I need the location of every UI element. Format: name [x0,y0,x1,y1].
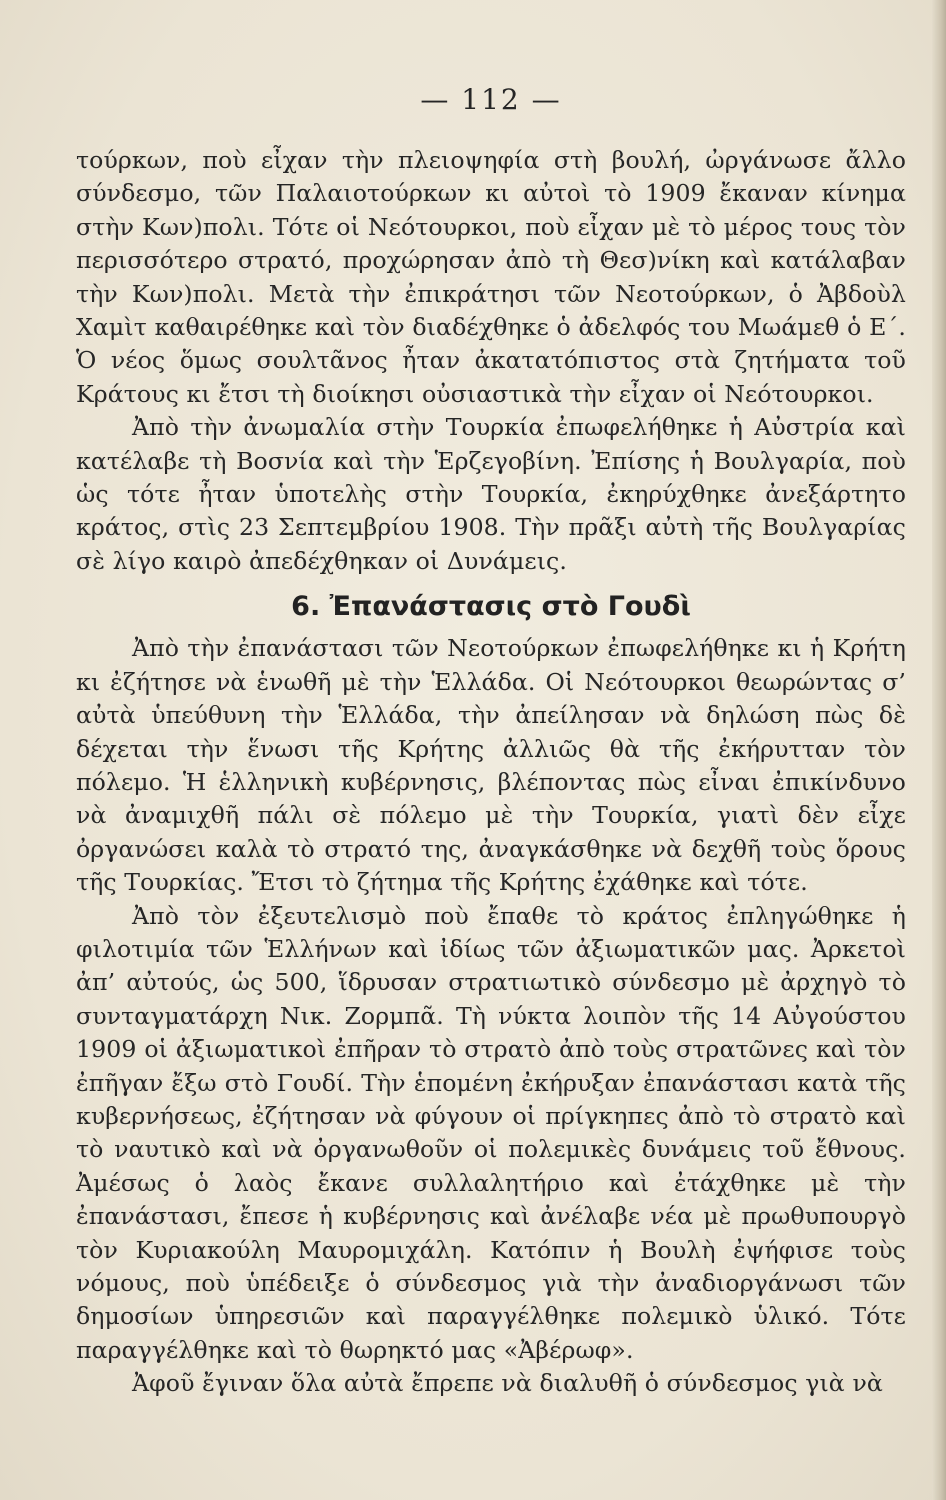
page-number: — 112 — [420,83,562,116]
paragraph-dissolution: Ἀφοῦ ἔγιναν ὅλα αὐτὰ ἔπρεπε νὰ διαλυθῆ ὁ σύνδεσμος γιὰ νὰ [132,1369,883,1398]
page-edge [932,0,946,1500]
page-content [76,82,906,1401]
paragraph-continuation: τούρκων, ποὺ εἶχαν τὴν πλειοψηφία στὴ βουλή, ὠργάνωσε ἄλλο σύνδεσμο, τῶν Παλαιοτούρκων κι αὐτοὶ τὸ 1909 ἔκαναν κίνημα στὴν Κων)πολι. Τότε οἱ Νεότουρκοι, ποὺ εἶχαν μὲ τὸ μέρος τους τὸν περισσότερο στρατό, προχώρησαν ἀπὸ τὴ Θεσ)νίκη καὶ κατάλαβαν τὴν Κων)πολι. Μετὰ τὴν ἐπικράτησι τῶν Νεοτούρκων, ὁ Ἀβδοὺλ Χαμὶτ καθαιρέθηκε καὶ τὸν διαδέχθηκε ὁ ἀδελφός του Μωάμεθ ὁ Ε΄. Ὁ νέος ὅμως σουλτᾶνος ἦταν ἀκατατόπιστος στὰ ζητήματα τοῦ Κράτους κι ἔτσι τὴ διοίκησι οὐσιαστικὰ τὴν εἶχαν οἱ Νεότουρκοι. [76,146,906,408]
paragraph-crete: Ἀπὸ τὴν ἐπανάστασι τῶν Νεοτούρκων ἐπωφελήθηκε κι ἡ Κρήτη κι ἐζήτησε νὰ ἑνωθῆ μὲ τὴν Ἑλλάδα. Οἱ Νεότουρκοι θεωρώντας σ’ αὐτὰ ὑπεύθυνη τὴν Ἑλλάδα, τὴν ἀπείλησαν νὰ δηλώση πὼς δὲ δέχεται τὴν ἕνωσι τῆς Κρήτης ἀλλιῶς θὰ τῆς ἐκήρυτταν τὸν πόλεμο. Ἡ ἑλληνικὴ κυβέρνησις, βλέποντας πὼς εἶναι ἐπικίνδυνο νὰ ἀναμιχθῆ πάλι σὲ πόλεμο μὲ τὴν Τουρκία, γιατὶ δὲν εἶχε ὀργανώσει καλὰ τὸ στρατό της, ἀναγκάσθηκε νὰ δεχθῆ τοὺς ὅρους τῆς Τουρκίας. Ἔτσι τὸ ζήτημα τῆς Κρήτης ἐχάθηκε καὶ τότε. [76,634,906,897]
paragraph-austria-bulgaria: Ἀπὸ τὴν ἀνωμαλία στὴν Τουρκία ἐπωφελήθηκε ἡ Αὐστρία καὶ κατέλαβε τὴ Βοσνία καὶ τὴν Ἑρζεγοβίνη. Ἐπίσης ἡ Βουλγαρία, ποὺ ὡς τότε ἦταν ὑποτελὴς στὴν Τουρκία, ἐκηρύχθηκε ἀνεξάρτητο κράτος, στὶς 23 Σεπτεμβρίου 1908. Τὴν πρᾶξι αὐτὴ τῆς Βουλγαρίας σὲ λίγο καιρὸ ἀπεδέχθηκαν οἱ Δυνάμεις. [76,413,906,575]
section-heading: 6. Ἐπανάστασις στὸ Γουδὶ [291,591,691,623]
paragraph-goudi-revolution: Ἀπὸ τὸν ἐξευτελισμὸ ποὺ ἔπαθε τὸ κράτος ἐπληγώθηκε ἡ φιλοτιμία τῶν Ἑλλήνων καὶ ἰδίως τῶν ἀξιωματικῶν μας. Ἀρκετοὶ ἀπ’ αὐτούς, ὡς 500, ἵδρυσαν στρατιωτικὸ σύνδεσμο μὲ ἀρχηγὸ τὸ συνταγματάρχη Νικ. Ζορμπᾶ. Τὴ νύκτα λοιπὸν τῆς 14 Αὐγούστου 1909 οἱ ἀξιωματικοὶ ἐπῆραν τὸ στρατὸ ἀπὸ τοὺς στρατῶνες καὶ τὸν ἐπῆγαν ἔξω στὸ Γουδί. Τὴν ἑπομένη ἐκήρυξαν ἐπανάστασι κατὰ τῆς κυβερνήσεως, ἐζήτησαν νὰ φύγουν οἱ πρίγκηπες ἀπὸ τὸ στρατὸ καὶ τὸ ναυτικὸ καὶ νὰ ὀργανωθοῦν οἱ πολεμικὲς δυνάμεις τοῦ ἔθνους. Ἀμέσως ὁ λαὸς ἔκανε συλλαλητήριο καὶ ἐτάχθηκε μὲ τὴν ἐπανάστασι, ἔπεσε ἡ κυβέρνησις καὶ ἀνέλαβε νέα μὲ πρωθυπουργὸ τὸν Κυριακούλη Μαυρομιχάλη. Κατόπιν ἡ Βουλὴ ἐψήφισε τοὺς νόμους, ποὺ ὑπέδειξε ὁ σύνδεσμος γιὰ τὴν ἀναδιοργάνωσι τῶν δημοσίων ὑπηρεσιῶν καὶ παραγγέλθηκε πολεμικὸ ὑλικό. Τότε παραγγέλθηκε καὶ τὸ θωρηκτό μας «Ἀβέρωφ». [76,901,906,1364]
